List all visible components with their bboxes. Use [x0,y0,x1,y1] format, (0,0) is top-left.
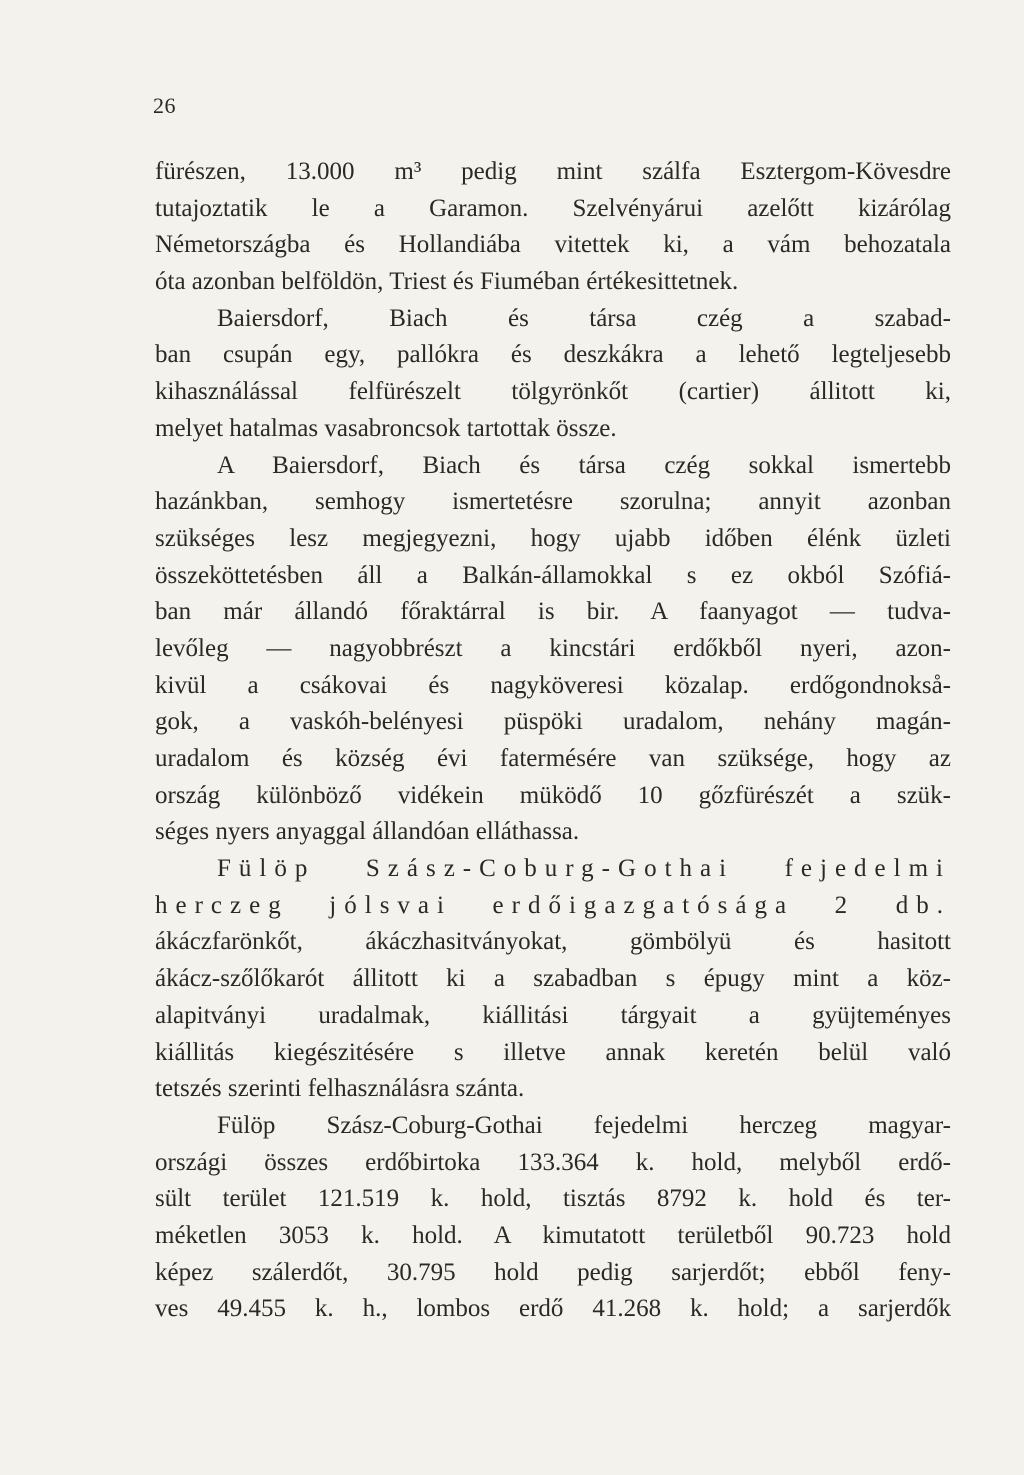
text-line: képez szálerdőt, 30.795 hold pedig sarjerdőt; ebből feny- [155,1258,951,1286]
text-line: ország különböző vidékein müködő 10 gőzfürészét a szük- [155,781,951,809]
text-line: sült terület 121.519 k. hold, tisztás 8792 k. hold és ter- [155,1185,951,1213]
text-line: méketlen 3053 k. hold. A kimutatott területből 90.723 hold [155,1221,951,1249]
body-text [155,154,951,1328]
text-line: ves 49.455 k. h., lombos erdő 41.268 k. hold; a sarjerdők [155,1295,951,1323]
text-line: ban már állandó főraktárral is bir. A faanyagot — tudva- [155,598,951,626]
text-line: kiállitás kiegészitésére s illetve annak keretén belül való [155,1038,951,1066]
text-line: hazánkban, semhogy ismertetésre szorulna; annyit azonban [155,488,951,516]
text-line: melyet hatalmas vasabroncsok tartottak össze. [155,414,617,442]
text-line: alapitványi uradalmak, kiállitási tárgyait a gyüjteményes [155,1001,951,1029]
text-line: séges nyers anyaggal állandóan elláthassa. [155,818,580,846]
text-line: ákácz-szőlőkarót állitott ki a szabadban s épugy mint a köz- [155,965,951,993]
text-line: gok, a vaskóh-belényesi püspöki uradalom, nehány magán- [155,708,951,736]
text-line: A Baiersdorf, Biach és társa czég sokkal ismertebb [217,451,951,479]
text-line: szükséges lesz megjegyezni, hogy ujabb időben élénk üzleti [155,524,951,552]
text-line: országi összes erdőbirtoka 133.364 k. hold, melyből erdő- [155,1148,951,1176]
text-line: fürészen, 13.000 m³ pedig mint szálfa Esztergom-Kövesdre [155,158,951,185]
text-line: óta azonban belföldön, Triest és Fiuméban értékesittetnek. [155,268,739,296]
text-line: levőleg — nagyobbrészt a kincstári erdőkből nyeri, azon- [155,634,951,662]
text-line: Fülöp Szász-Coburg-Gothai fejedelmi herczeg magyar- [217,1111,951,1139]
text-line: uradalom és község évi fatermésére van szüksége, hogy az [155,745,951,772]
page-number: 26 [153,93,176,118]
text-line: tutajoztatik le a Garamon. Szelvényárui azelőtt kizárólag [155,194,951,222]
text-line: Németországba és Hollandiába vitettek ki, a vám behozatala [155,231,951,259]
text-line: kivül a csákovai és nagyköveresi közalap. erdőgondnokså- [155,671,951,699]
text-line: tetszés szerinti felhasználásra szánta. [155,1075,525,1103]
text-line: herczeg jólsvai erdőigazgatósága 2 db. [155,891,951,919]
text-line: Fülöp Szász-Coburg-Gothai fejedelmi [217,855,951,883]
text-line: összeköttetésben áll a Balkán-államokkal s ez okból Szófiá- [155,561,951,589]
text-line: ákáczfarönkőt, ákáczhasitványokat, gömbölyü és hasitott [155,928,951,956]
text-line: ban csupán egy, pallókra és deszkákra a lehető legteljesebb [155,341,951,369]
text-line: Baiersdorf, Biach és társa czég a szabad- [217,304,951,332]
text-line: kihasználással felfürészelt tölgyrönkőt (cartier) állitott ki, [155,378,951,406]
